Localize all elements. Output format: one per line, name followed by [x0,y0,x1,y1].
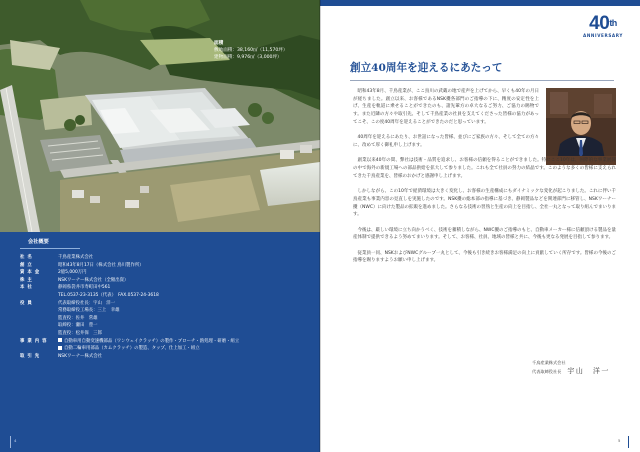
signature-company: 千鳥産業株式会社 [532,360,566,365]
signature-role: 代表取締役社長 [532,369,562,374]
overview-row-business: 事業内容 自動車用自動変速機部品（ワンウェイクラッチ）の製作・ブローチ・熱処理・研磨・組立 自動二輪車用部品（カムクラッチ）の製造、タップ、仕上加工・組立 [20,338,240,352]
officer-director-2: 取締役：瀬田 豊一 [58,323,98,329]
overview-row-company-name: 社名 千鳥産業株式会社 [20,255,94,260]
aerial-factory-photo [0,0,320,232]
overview-row-shareholder: 株主 NSKワーナー株式会社（全額出資） [20,277,129,283]
signature-name: 宇山 洋一 [567,367,610,375]
officer-auditor-2: 監査役：松井保 三郎 [58,330,102,336]
message-body [353,88,616,273]
headline-rule [350,80,614,81]
business-line-1: 自動車用自動変速機部品（ワンウェイクラッチ）の製作・ブローチ・熱処理・研磨・組立 [64,338,240,344]
overview-row-head-office: 本社 静岡県袋井市寿町田中561 TEL.0537-23-3135（代表） FAX.0537-24-3618 [20,284,312,299]
message-paragraph: 創業以来40年の間、弊社は技術・品質を追求し、お客様の信頼を得ることができました。特にここ10年は、国際的な事業展開の中で海外の新規工場への部品供給を拡大して参りました。これも全て社員の努力の結晶です。このような多くの皆様に支えられてきた千鳥産業を、皆様のおかげと感謝申し上げます。 [353,158,616,179]
overview-title: 会社概要 [20,234,80,249]
overview-row-officers: 役員 代表取締役社長：宇山 洋一 常務取締役工場長：三上 幸雄 監査役：佐井 常雄 取締役：瀬田 豊一 監査役：松井保 三郎 [20,300,312,338]
photo-caption [214,40,288,61]
badge-suffix: th [609,18,617,28]
page-number-right: 5 [618,438,621,443]
company-overview [20,234,312,360]
right-page [320,0,640,452]
badge-number: 40 [589,13,610,34]
overview-row-founded: 創立 昭和43年8月17日（株式会社 鳥川製作所） [20,262,144,268]
page-number-left: 4 [14,438,17,443]
message-paragraph: しかしながら、この10年で経済環境は大きく変化し、お客様の生産構成にもダイナミックな変化が起こりました。これに伴い千鳥産業も事業内容の見直しを実施したのです。NSK擾の総本部の指導に基づき、静岡製品などを関連部門に移管し、NSKワーナー擾（NWC）に向けた製品の拡販を進めました。さらなる技術の習熟と生産の向上を目指し、全社一丸となって取り組んでまいります。 [353,189,616,218]
caption-title: 面積 [214,41,224,46]
officer-president: 代表取締役社長：宇山 洋一 [58,300,116,306]
anniversary-badge [576,14,630,38]
building-area: 建物面積：9,976㎡（3,000坪） [214,55,282,60]
top-band [320,0,640,6]
message-paragraph: 40周年を迎えるにあたり、お世話になった皆様、並びにご家族の方々、そして全ての方々に、改めて厚く御礼申し上げます。 [353,135,539,148]
page-headline: 創立40周年を迎えるにあたって [350,62,503,74]
page-rule-left [10,436,11,448]
message-paragraph: 従業員一同、NSKおよびNWCグループ一丸として、今後も引き続きお客様満足の向上に貢献していく所存です。皆様の今後のご指導を賜りますようお願い申し上げます。 [353,250,616,264]
square-bullet-icon [58,338,62,342]
business-line-2: 自動二輪車用部品（カムクラッチ）の製造、タップ、仕上加工・組立 [64,346,200,352]
page-rule-right [628,436,629,448]
site-area: 敷地面積：38,160㎡（11,570坪） [214,48,288,53]
portrait-illustration [546,88,616,165]
president-portrait [546,88,616,165]
overview-row-capital: 資本金 2億5,000万円 [20,270,87,276]
overview-row-clients: 取引先 NSKワーナー株式会社 [20,353,103,359]
square-bullet-icon [58,346,62,350]
head-office-address: 静岡県袋井市寿町田中561 [58,285,111,291]
officer-director: 常務取締役工場長：三上 幸雄 [58,308,120,314]
head-office-phone: TEL.0537-23-3135（代表） FAX.0537-24-3618 [58,292,159,298]
signature [532,360,622,376]
message-paragraph: 今後は、厳しい環境に立ち向かうべく、技術を蓄積しながら、NWC擾のご指導のもと、自動車メーカー様に信頼頂ける製品を量産体制で提供できるよう努めてまいります。そして、お客様、社員、地域の皆様と共に、今後も更なる発展を目指して参ります。 [353,227,616,241]
officer-auditor-1: 監査役：佐井 常雄 [58,315,98,321]
badge-subtitle: ANNIVERSARY [582,33,624,38]
aerial-photo-illustration [0,0,320,232]
message-paragraph: 昭和43年8月、千鳥産業が、ここ鳥川の武蔵の地で産声を上げてから、早くも40年の月日が経ちました。創立以来、お客様であるNSK擾各部門のご指導の下に、精度の安定性を上げ、生産を軌道に乗せることができたのも、諸先輩方の卓大なるご努力、ご協力の賜物です。また近隣の方々や取引先、そして千鳥産業の社員を支えてくださった皆様の協力があってこそ、この度40周年を迎えることができたのだと思っています。 [353,89,539,125]
book-spine-shadow [319,0,321,452]
